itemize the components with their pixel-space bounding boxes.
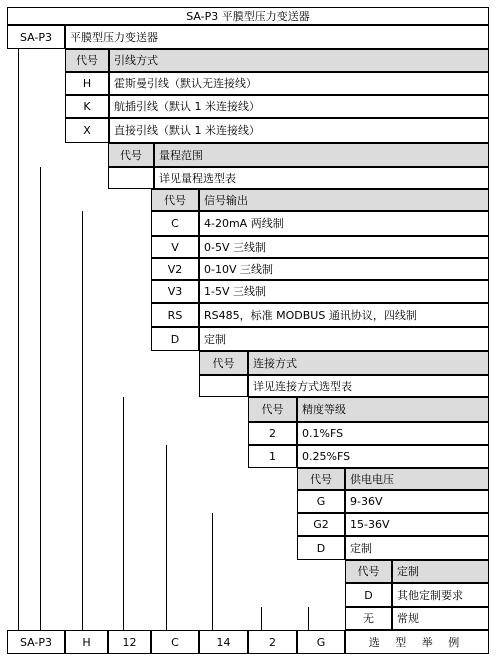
guide-line-2 [82, 211, 83, 630]
option-desc-5-2: 定制 [345, 536, 489, 560]
example-code-6: G [297, 630, 345, 654]
option-code-5-2: D [297, 536, 345, 560]
option-code-2-4: RS [151, 303, 199, 327]
table-title: SA-P3 平膜型压力变送器 [7, 7, 489, 25]
guide-line-4 [166, 445, 167, 630]
code-header-6: 代号 [345, 560, 392, 583]
code-header-5: 代号 [297, 468, 345, 490]
guide-line-0 [18, 49, 19, 630]
group-header-2: 信号输出 [199, 189, 489, 211]
group-header-0: 引线方式 [109, 49, 489, 72]
option-code-5-0: G [297, 490, 345, 513]
option-code-0-1: K [65, 95, 109, 118]
option-desc-5-0: 9-36V [345, 490, 489, 513]
example-code-1: H [65, 630, 108, 654]
option-code-6-0: D [345, 583, 392, 607]
group-header-5: 供电电压 [345, 468, 489, 490]
option-desc-2-3: 1-5V 三线制 [199, 280, 489, 303]
code-header-0: 代号 [65, 49, 109, 72]
option-desc-2-5: 定制 [199, 327, 489, 351]
example-label: 选 型 举 例 [345, 630, 489, 654]
option-code-2-5: D [151, 327, 199, 351]
option-desc-2-2: 0-10V 三线制 [199, 258, 489, 280]
example-code-0: SA-P3 [7, 630, 65, 654]
option-code-2-0: C [151, 211, 199, 236]
group-header-6: 定制 [392, 560, 489, 583]
option-desc-6-1: 常规 [392, 607, 489, 630]
option-desc-2-4: RS485，标准 MODBUS 通讯协议，四线制 [199, 303, 489, 327]
option-code-4-0: 2 [248, 422, 297, 445]
option-desc-6-0: 其他定制要求 [392, 583, 489, 607]
option-desc-1-0: 详见量程选型表 [154, 167, 489, 189]
guide-line-3 [123, 397, 124, 630]
guide-line-5 [212, 513, 213, 630]
code-header-2: 代号 [151, 189, 199, 211]
code-header-1: 代号 [108, 143, 154, 167]
example-code-3: C [151, 630, 199, 654]
group-header-4: 精度等级 [297, 397, 489, 422]
code-header-4: 代号 [248, 397, 297, 422]
model-name-cell: 平膜型压力变送器 [65, 25, 489, 49]
option-code-2-2: V2 [151, 258, 199, 280]
option-desc-4-0: 0.1%FS [297, 422, 489, 445]
code-header-3: 代号 [199, 351, 248, 375]
example-code-5: 2 [248, 630, 297, 654]
option-code-0-0: H [65, 72, 109, 95]
group-header-1: 量程范围 [154, 143, 489, 167]
option-desc-4-1: 0.25%FS [297, 445, 489, 468]
group-header-3: 连接方式 [248, 351, 489, 375]
option-code-3-0 [199, 375, 248, 397]
option-code-5-1: G2 [297, 513, 345, 536]
model-cell: SA-P3 [7, 25, 65, 49]
option-code-0-2: X [65, 118, 109, 143]
guide-line-7 [308, 607, 309, 630]
example-code-4: 14 [199, 630, 248, 654]
option-code-2-3: V3 [151, 280, 199, 303]
option-desc-0-0: 霍斯曼引线（默认无连接线） [109, 72, 489, 95]
option-code-6-1: 无 [345, 607, 392, 630]
option-desc-3-0: 详见连接方式选型表 [248, 375, 489, 397]
option-desc-5-1: 15-36V [345, 513, 489, 536]
option-code-4-1: 1 [248, 445, 297, 468]
option-desc-2-1: 0-5V 三线制 [199, 236, 489, 258]
guide-line-1 [40, 167, 41, 630]
guide-line-6 [261, 607, 262, 630]
example-code-2: 12 [108, 630, 151, 654]
option-desc-0-1: 航插引线（默认 1 米连接线） [109, 95, 489, 118]
option-code-2-1: V [151, 236, 199, 258]
option-desc-0-2: 直接引线（默认 1 米连接线） [109, 118, 489, 143]
option-desc-2-0: 4-20mA 两线制 [199, 211, 489, 236]
option-code-1-0 [108, 167, 154, 189]
